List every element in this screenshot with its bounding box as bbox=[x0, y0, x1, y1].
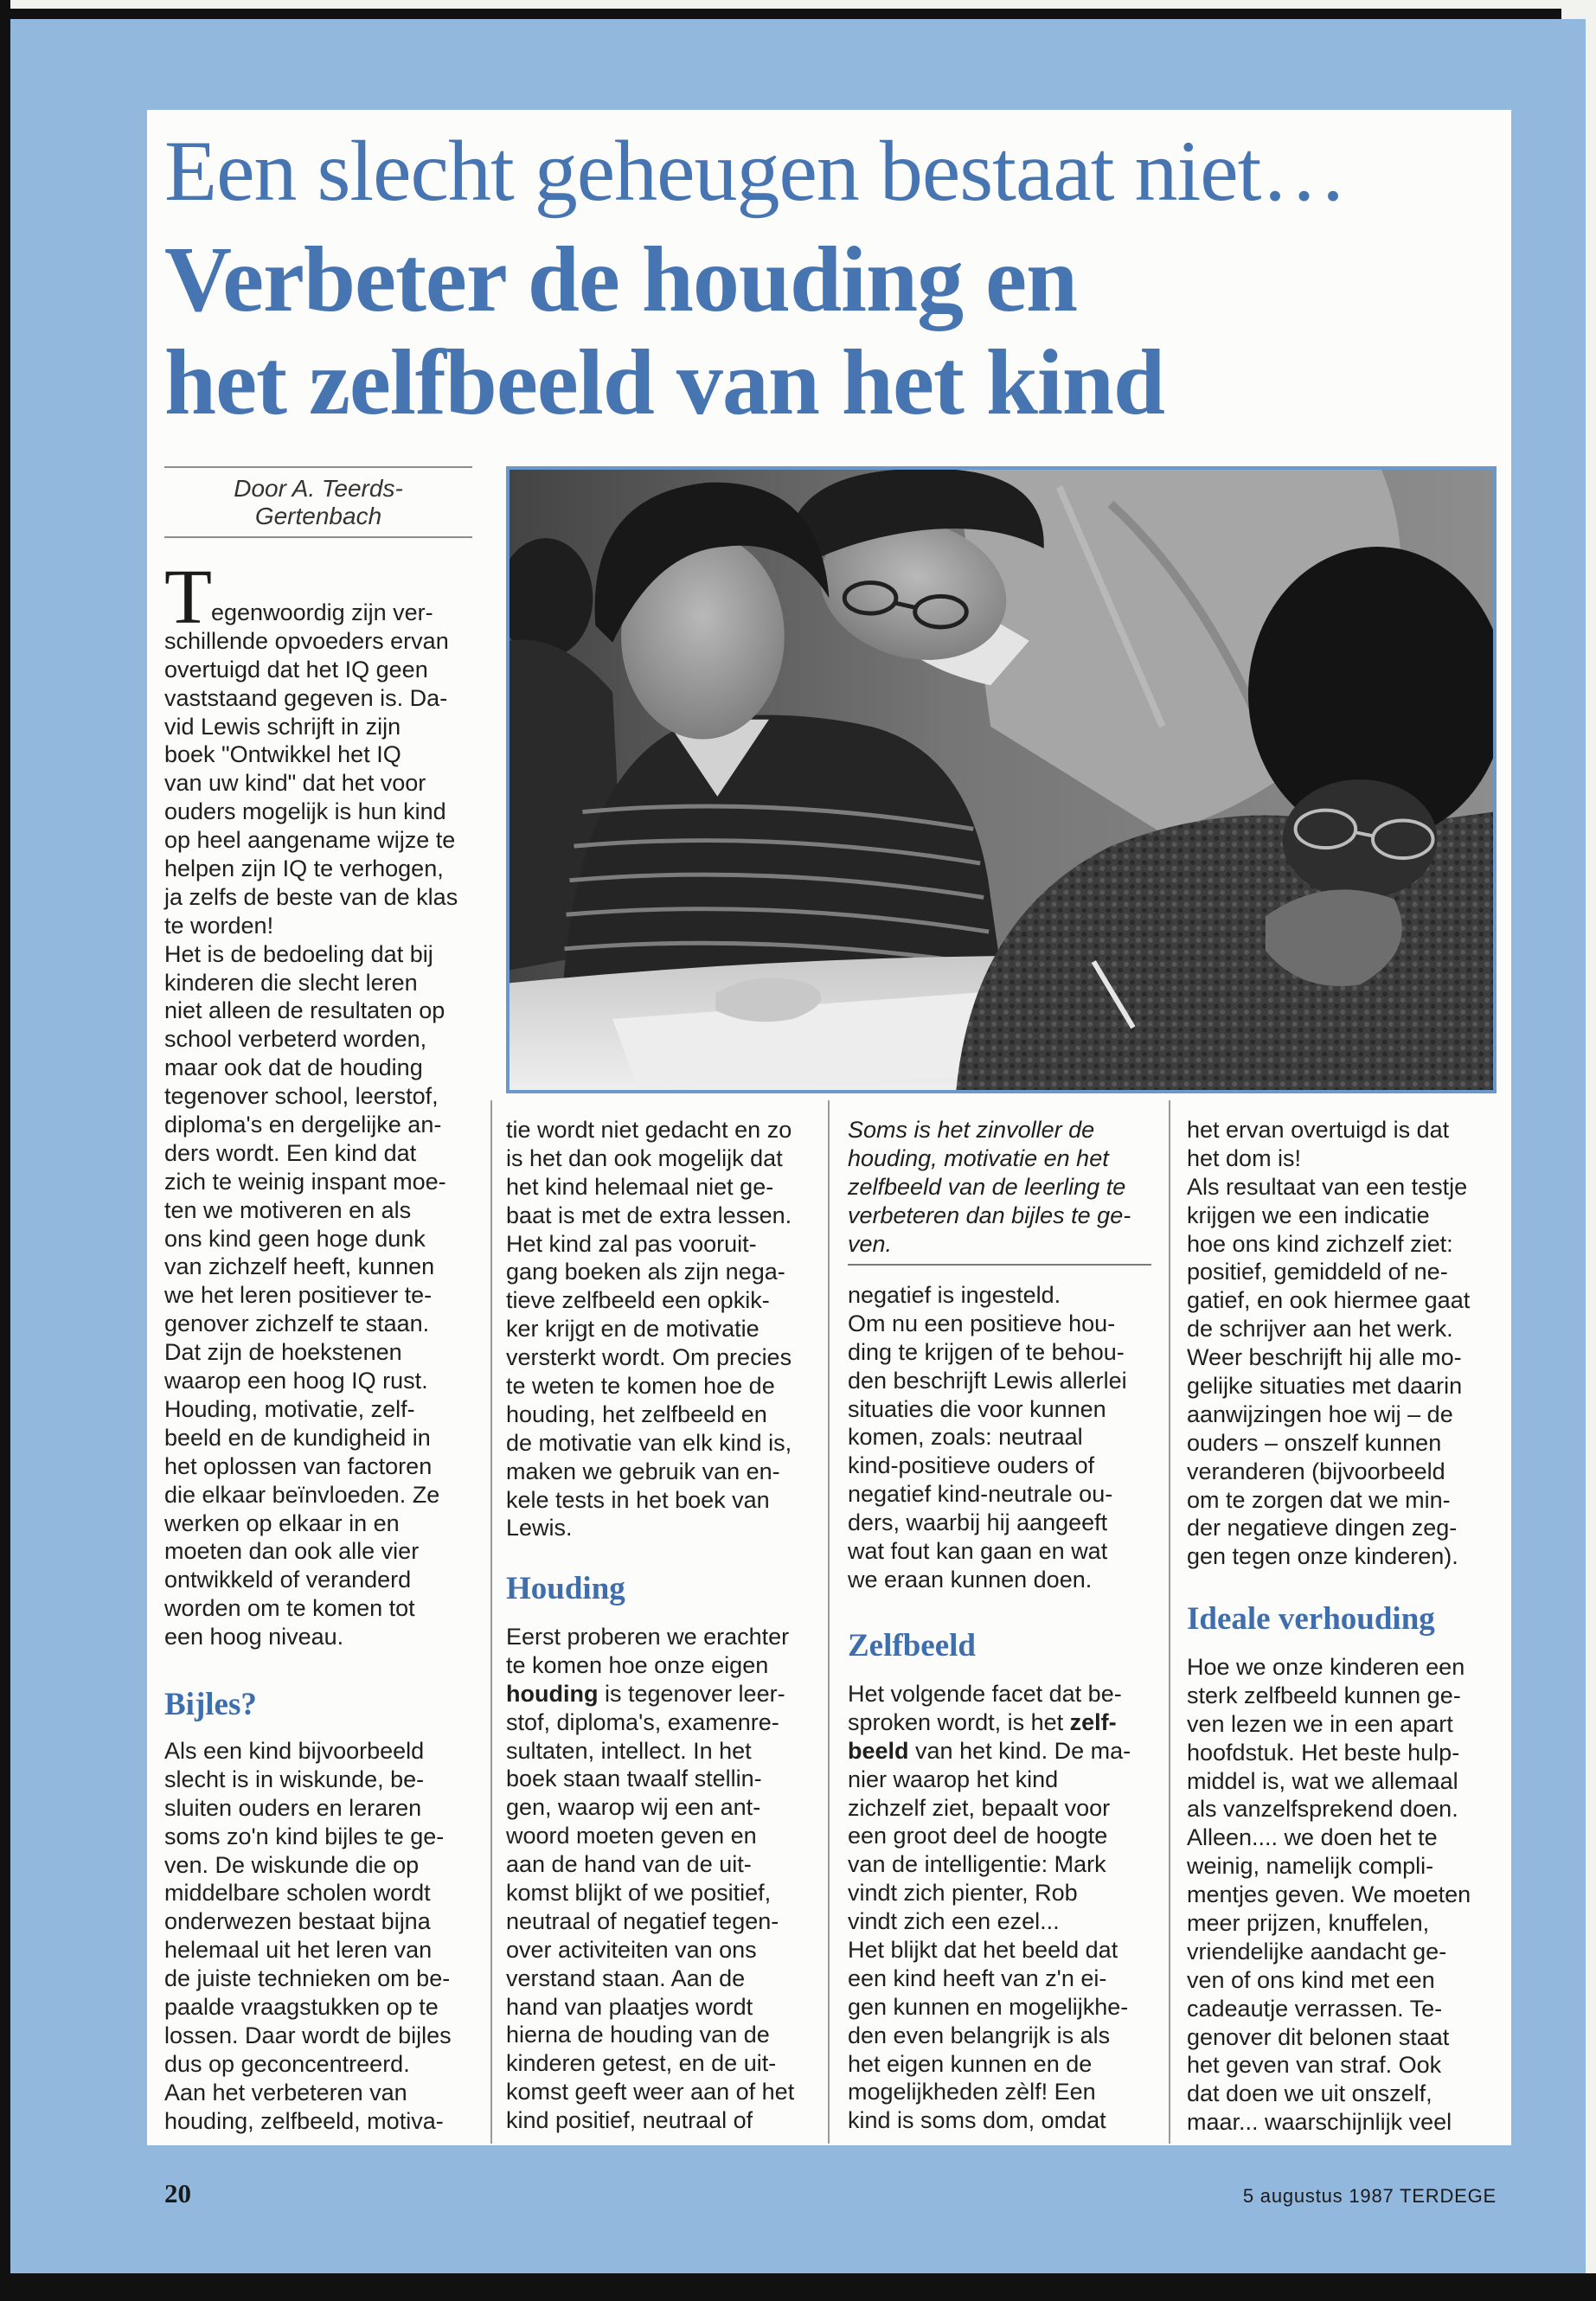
text-line: ven. bbox=[848, 1230, 893, 1257]
text-line: onderwezen bestaat bijna bbox=[164, 1908, 431, 1935]
text-line: ven of ons kind met een bbox=[1187, 1966, 1435, 1993]
text-line: het ervan overtuigd is dat bbox=[1187, 1117, 1450, 1143]
text-line: Soms is het zinvoller de bbox=[848, 1117, 1095, 1143]
text-line: gatief, en ook hiermee gaat bbox=[1187, 1287, 1471, 1314]
section-zelfbeeld-text bbox=[848, 1680, 1152, 2135]
text-line: ven. De wiskunde die op bbox=[164, 1851, 420, 1878]
text-line: dat doen we uit onszelf, bbox=[1187, 2080, 1433, 2107]
photo-students-with-teacher bbox=[510, 470, 1493, 1090]
text-line: Om nu een positieve hou- bbox=[848, 1310, 1116, 1336]
text-line: gen tegen onze kinderen). bbox=[1187, 1543, 1458, 1570]
text-line: kele tests in het boek van bbox=[506, 1486, 770, 1513]
text-line bbox=[848, 1737, 1152, 1766]
text-line: sluiten ouders en leraren bbox=[164, 1794, 422, 1821]
text-line: vindt zich pienter, Rob bbox=[848, 1880, 1078, 1907]
text-line: ven lezen we in een apart bbox=[1187, 1710, 1453, 1737]
text-line: ker krijgt en de motivatie bbox=[506, 1316, 760, 1343]
text-line: gang boeken als zijn nega- bbox=[506, 1259, 785, 1285]
text-line: tieve zelfbeeld een opkik- bbox=[506, 1287, 770, 1314]
text-line: school verbeterd worden, bbox=[164, 1026, 427, 1053]
text-line: Hoe we onze kinderen een bbox=[1187, 1654, 1465, 1680]
bold-term: zelf- bbox=[1069, 1708, 1117, 1735]
text-line: veranderen (bijvoorbeeld bbox=[1187, 1458, 1445, 1484]
headline-title-line-1: Verbeter de houding en bbox=[164, 228, 1078, 331]
text-line: aan de hand van de uit- bbox=[506, 1851, 752, 1878]
pull-quote bbox=[848, 1116, 1152, 1258]
text-segment: is tegenover leer- bbox=[598, 1680, 785, 1707]
text-line: positief, gemiddeld of ne- bbox=[1187, 1259, 1448, 1285]
text-line: baat is met de extra lessen. bbox=[506, 1202, 792, 1228]
text-line: gelijke situaties met daarin bbox=[1187, 1373, 1463, 1400]
text-line: komst geeft weer aan of het bbox=[506, 2079, 795, 2106]
text-line: maar... waarschijnlijk veel bbox=[1187, 2109, 1452, 2136]
text-line: meer prijzen, knuffelen, bbox=[1187, 1910, 1430, 1937]
text-line: slecht is in wiskunde, be- bbox=[164, 1766, 425, 1792]
text-line: dus op geconcentreerd. bbox=[164, 2050, 410, 2077]
text-line: te komen hoe onze eigen bbox=[506, 1651, 769, 1678]
text-line: versterkt wordt. Om precies bbox=[506, 1344, 792, 1371]
text-line: den beschrijft Lewis allerlei bbox=[848, 1367, 1127, 1394]
text-line: zichzelf ziet, bepaalt voor bbox=[848, 1794, 1111, 1821]
text-line: weinig, namelijk compli- bbox=[1187, 1853, 1434, 1880]
text-line: vindt zich een ezel... bbox=[848, 1908, 1060, 1935]
text-line: kind positief, neutraal of bbox=[506, 2107, 753, 2134]
text-line: verstand staan. Aan de bbox=[506, 1965, 746, 1991]
text-line: we het leren positiever te- bbox=[164, 1282, 433, 1309]
text-line: ons kind geen hoge dunk bbox=[164, 1225, 426, 1252]
text-line: hoe ons kind zichzelf ziet: bbox=[1187, 1230, 1453, 1257]
byline bbox=[164, 466, 472, 538]
article-column-2-continued bbox=[506, 1116, 809, 1542]
text-line: stof, diploma's, examenre- bbox=[506, 1708, 779, 1735]
text-line: over activiteiten van ons bbox=[506, 1936, 757, 1963]
text-line: Weer beschrijft hij alle mo- bbox=[1187, 1344, 1462, 1371]
section-heading-houding: Houding bbox=[506, 1571, 625, 1606]
intro-first-line bbox=[164, 554, 472, 640]
text-line: zelfbeeld van de leerling te bbox=[848, 1173, 1126, 1200]
text-line: een groot deel de hoogte bbox=[848, 1823, 1108, 1849]
byline-line-2: Gertenbach bbox=[254, 503, 382, 529]
text-line: Het kind zal pas vooruit- bbox=[506, 1230, 757, 1257]
text-line: is het dan ook mogelijk dat bbox=[506, 1144, 783, 1171]
text-line: die elkaar beïnvloeden. Ze bbox=[164, 1481, 440, 1508]
text-line: vid Lewis schrijft in zijn bbox=[164, 713, 401, 740]
text-line: ding te krijgen of te behou- bbox=[848, 1338, 1125, 1365]
scan-edge-left bbox=[0, 0, 10, 2301]
text-line: ouders mogelijk is hun kind bbox=[164, 798, 446, 825]
text-line: het oplossen van factoren bbox=[164, 1452, 433, 1479]
article-column-3-continued bbox=[848, 1281, 1152, 1594]
text-line: het kind helemaal niet ge- bbox=[506, 1173, 774, 1200]
text-line: helpen zijn IQ te verhogen, bbox=[164, 856, 444, 882]
text-line: hand van plaatjes wordt bbox=[506, 1993, 753, 2020]
text-line: van zichzelf heeft, kunnen bbox=[164, 1253, 435, 1280]
text-line: vriendelijke aandacht ge- bbox=[1187, 1938, 1447, 1965]
article-photo bbox=[506, 466, 1497, 1093]
byline-line-1: Door A. Teerds- bbox=[234, 475, 403, 502]
text-line: cadeautje verrassen. Te- bbox=[1187, 1995, 1443, 2022]
page-number: 20 bbox=[164, 2178, 191, 2208]
text-line: Aan het verbeteren van bbox=[164, 2079, 407, 2106]
article-column-4-continued bbox=[1187, 1116, 1497, 1571]
text-line bbox=[506, 1680, 809, 1708]
text-line: paalde vraagstukken op te bbox=[164, 1994, 439, 2021]
article-column-1-intro bbox=[164, 554, 472, 1651]
text-line: negatief kind-neutrale ou- bbox=[848, 1481, 1113, 1508]
text-line: houding, het zelfbeeld en bbox=[506, 1400, 767, 1427]
text-line: zich te weinig inspant moe- bbox=[164, 1168, 446, 1195]
text-line: verbeteren dan bijles te ge- bbox=[848, 1202, 1131, 1228]
text-line: Als een kind bijvoorbeeld bbox=[164, 1738, 425, 1764]
text-line: de schrijver aan het werk. bbox=[1187, 1316, 1453, 1343]
section-heading-ideale-verhouding: Ideale verhouding bbox=[1187, 1601, 1435, 1637]
text-line: boek staan twaalf stellin- bbox=[506, 1766, 762, 1792]
text-line: diploma's en dergelijke an- bbox=[164, 1112, 442, 1138]
text-line: het eigen kunnen en de bbox=[848, 2050, 1093, 2077]
column-rule-2 bbox=[828, 1100, 830, 2144]
text-line: krijgen we een indicatie bbox=[1187, 1202, 1430, 1228]
text-line: Eerst proberen we erachter bbox=[506, 1624, 790, 1650]
text-line: overtuigd dat het IQ geen bbox=[164, 656, 428, 683]
text-line: een kind heeft van z'n ei- bbox=[848, 1965, 1107, 1991]
text-line bbox=[848, 1708, 1152, 1737]
bold-term: beeld bbox=[848, 1737, 909, 1764]
column-rule-3 bbox=[1169, 1100, 1170, 2144]
text-line: het geven van straf. Ook bbox=[1187, 2052, 1442, 2079]
text-line: vaststaand gegeven is. Da- bbox=[164, 684, 448, 711]
text-line: Dat zijn de hoekstenen bbox=[164, 1339, 402, 1366]
text-line: beeld en de kundigheid in bbox=[164, 1424, 431, 1451]
text-line: mentjes geven. We moeten bbox=[1187, 1881, 1471, 1908]
text-line: lossen. Daar wordt de bijles bbox=[164, 2022, 452, 2048]
text-line: maken we gebruik van en- bbox=[506, 1458, 780, 1484]
text-line: we eraan kunnen doen. bbox=[848, 1566, 1093, 1593]
text-line: komen, zoals: neutraal bbox=[848, 1424, 1083, 1451]
text-line: kinderen getest, en de uit- bbox=[506, 2050, 777, 2077]
text-line: moeten dan ook alle vier bbox=[164, 1538, 420, 1565]
text-line: tegenover school, leerstof, bbox=[164, 1083, 439, 1110]
text-line: gen kunnen en mogelijkhe- bbox=[848, 1993, 1129, 2020]
text-line: middel is, wat we allemaal bbox=[1187, 1767, 1458, 1794]
text-line: Lewis. bbox=[506, 1515, 573, 1541]
text-line: Het blijkt dat het beeld dat bbox=[848, 1937, 1118, 1964]
text-line: op heel aangename wijze te bbox=[164, 827, 456, 854]
text-line: genover zichzelf te staan. bbox=[164, 1311, 430, 1337]
text-line: ja zelfs de beste van de klas bbox=[164, 883, 458, 910]
text-line: Het volgende facet dat be- bbox=[848, 1681, 1122, 1707]
text-line: genover dit belonen staat bbox=[1187, 2023, 1450, 2050]
text-line: komst blijkt of we positief, bbox=[506, 1880, 772, 1907]
headline-kicker: Een slecht geheugen bestaat niet… bbox=[164, 123, 1347, 219]
text-line: kind-positieve ouders of bbox=[848, 1452, 1095, 1479]
text-line: woord moeten geven en bbox=[506, 1823, 757, 1849]
text-line: van de intelligentie: Mark bbox=[848, 1851, 1106, 1878]
text-line: de juiste technieken om be- bbox=[164, 1965, 451, 1992]
text-segment: van het kind. De ma- bbox=[908, 1737, 1131, 1764]
text-line: ders wordt. Een kind dat bbox=[164, 1139, 417, 1166]
text-line: den even belangrijk is als bbox=[848, 2022, 1111, 2048]
section-bijles-text bbox=[164, 1737, 472, 2135]
text-line: van uw kind" dat het voor bbox=[164, 770, 426, 797]
drop-cap: T bbox=[164, 554, 212, 640]
issue-date-publication: 5 augustus 1987 TERDEGE bbox=[1242, 2185, 1497, 2207]
text-line: niet alleen de resultaten op bbox=[164, 997, 445, 1024]
text-line: een hoog niveau. bbox=[164, 1624, 344, 1650]
text-line: te worden! bbox=[164, 912, 274, 939]
text-line: sultaten, intellect. In het bbox=[506, 1737, 752, 1764]
section-heading-bijles: Bijles? bbox=[164, 1687, 257, 1722]
text-line: Alleen.... we doen het te bbox=[1187, 1824, 1438, 1851]
text-line: om te zorgen dat we min- bbox=[1187, 1486, 1451, 1513]
pull-quote-rule bbox=[848, 1264, 1151, 1266]
text-line: aanwijzingen hoe wij – de bbox=[1187, 1400, 1453, 1427]
text-line: hierna de houding van de bbox=[506, 2022, 770, 2048]
text-line: kinderen die slecht leren bbox=[164, 969, 418, 996]
text-line: ontwikkeld of veranderd bbox=[164, 1567, 412, 1593]
headline-title-line-2: het zelfbeeld van het kind bbox=[164, 331, 1165, 434]
section-ideale-verhouding-text bbox=[1187, 1653, 1497, 2137]
text-line: kind is soms dom, omdat bbox=[848, 2107, 1106, 2134]
bold-term: houding bbox=[506, 1680, 599, 1707]
text-line: werken op elkaar in en bbox=[164, 1509, 400, 1536]
text-line: sterk zelfbeeld kunnen ge- bbox=[1187, 1682, 1461, 1708]
text-line: de motivatie van elk kind is, bbox=[506, 1429, 792, 1456]
text-line: wat fout kan gaan en wat bbox=[848, 1538, 1108, 1565]
text-line: houding, zelfbeeld, motiva- bbox=[164, 2107, 444, 2134]
text-line: waarop een hoog IQ rust. bbox=[164, 1368, 428, 1394]
text-line: negatief is ingesteld. bbox=[848, 1282, 1061, 1308]
text-line: hoofdstuk. Het beste hulp- bbox=[1187, 1739, 1460, 1766]
text-line: Houding, motivatie, zelf- bbox=[164, 1395, 415, 1422]
text-line: ouders – onszelf kunnen bbox=[1187, 1429, 1442, 1456]
section-houding-text bbox=[506, 1623, 809, 2135]
text-line: boek "Ontwikkel het IQ bbox=[164, 741, 401, 768]
text-line: worden om te komen tot bbox=[164, 1595, 415, 1622]
text-line: middelbare scholen wordt bbox=[164, 1880, 431, 1907]
text-line: gen, waarop wij een ant- bbox=[506, 1794, 761, 1821]
text-line: Het is de bedoeling dat bij bbox=[164, 940, 433, 967]
scan-edge-bottom bbox=[0, 2273, 1596, 2301]
text-line: der negatieve dingen zeg- bbox=[1187, 1515, 1458, 1541]
text-line: helemaal uit het leren van bbox=[164, 1937, 433, 1964]
text-line: nier waarop het kind bbox=[848, 1766, 1059, 1792]
text-line: te weten te komen hoe de bbox=[506, 1373, 775, 1400]
text-line: houding, motivatie en het bbox=[848, 1144, 1109, 1171]
section-heading-zelfbeeld: Zelfbeeld bbox=[848, 1628, 976, 1663]
text-segment: sproken wordt, is het bbox=[848, 1708, 1070, 1735]
intro-paragraphs bbox=[164, 627, 472, 1651]
text-line: mogelijkheden zèlf! Een bbox=[848, 2079, 1096, 2106]
text-line: maar ook dat de houding bbox=[164, 1054, 423, 1081]
text-line: soms zo'n kind bijles te ge- bbox=[164, 1823, 445, 1849]
text-line: ders, waarbij hij aangeeft bbox=[848, 1509, 1108, 1536]
text-line: het dom is! bbox=[1187, 1144, 1302, 1171]
scan-edge-top bbox=[0, 9, 1561, 19]
text-line: schillende opvoeders ervan bbox=[164, 627, 449, 654]
text-line: neutraal of negatief tegen- bbox=[506, 1907, 779, 1934]
text-line: ten we motiveren en als bbox=[164, 1196, 412, 1223]
text-line: tie wordt niet gedacht en zo bbox=[506, 1117, 792, 1143]
text-line: Als resultaat van een testje bbox=[1187, 1173, 1468, 1200]
text-line: als vanzelfsprekend doen. bbox=[1187, 1796, 1458, 1823]
intro-first-line-text: egenwoordig zijn ver- bbox=[211, 599, 433, 625]
text-line: situaties die voor kunnen bbox=[848, 1395, 1106, 1422]
column-rule-1 bbox=[490, 1100, 492, 2144]
